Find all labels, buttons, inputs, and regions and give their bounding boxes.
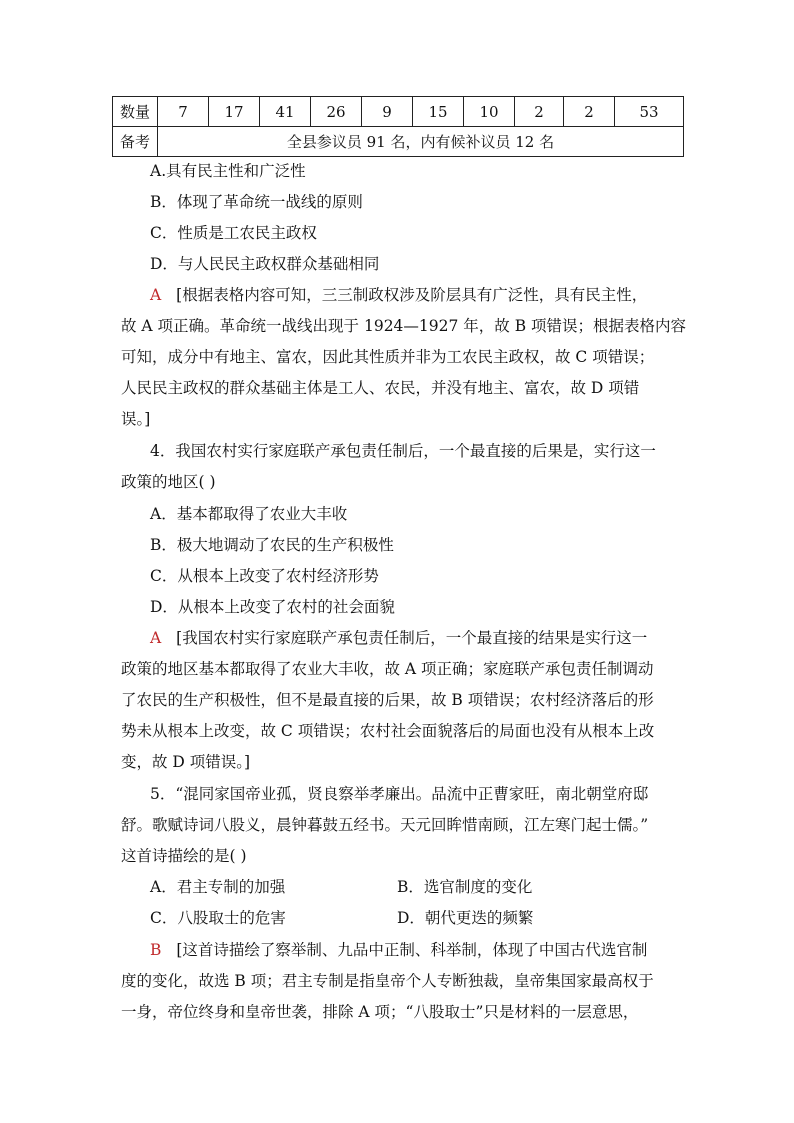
q3-explanation-line: 故 A 项正确。革命统一战线出现于 1924—1927 年，故 B 项错误；根据表格内容 [121,317,687,335]
table-cell: 2 [515,97,564,127]
table-cell: 15 [413,97,464,127]
table-cell: 10 [464,97,515,127]
q3-explanation-line: 可知，成分中有地主、富农，因此其性质并非为工农民主政权，故 C 项错误； [121,348,655,366]
q5-option-c: C．八股取士的危害 [150,909,286,927]
table-note: 全县参议员 91 名，内有候补议员 12 名 [158,127,684,157]
table-cell: 26 [311,97,362,127]
q4-explanation-line: 了农民的生产积极性，但不是最直接的后果，故 B 项错误；农村经济落后的形 [121,691,654,709]
q4-option-c: C．从根本上改变了农村经济形势 [150,567,379,585]
q4-explanation-line: 政策的地区基本都取得了农业大丰收，故 A 项正确；家庭联产承包责任制调动 [121,660,654,678]
q3-option-d: D．与人民民主政权群众基础相同 [150,255,380,273]
table-row-note [113,127,684,157]
table-cell: 7 [158,97,209,127]
delegate-table [112,96,684,157]
q5-answer-letter: B [150,941,162,959]
q4-answer-letter: A [150,629,162,647]
table-cell: 2 [564,97,615,127]
q5-stem-line: 这首诗描绘的是( ) [121,847,247,865]
table-cell: 9 [362,97,413,127]
row-label: 数量 [113,97,158,127]
q4-explanation-line: 变，故 D 项错误。] [121,753,251,771]
q5-option-a: A．君主专制的加强 [150,878,286,896]
q5-stem-line: 舒。歌赋诗词八股义，晨钟暮鼓五经书。天元回眸惜南顾，江左寒门起士儒。” [121,816,649,834]
q5-option-b: B．选官制度的变化 [397,878,533,896]
q3-explanation-line [150,285,647,305]
table-cell: 53 [615,97,684,127]
q4-explanation-line [150,628,647,648]
q3-option-c: C．性质是工农民主政权 [150,224,317,242]
q5-explanation-text: [这首诗描绘了察举制、九品中正制、科举制，体现了中国古代选官制 [176,941,648,959]
q4-option-b: B．极大地调动了农民的生产积极性 [150,536,394,554]
q3-explanation-line: 人民民主政权的群众基础主体是工人、农民，并没有地主、富农，故 D 项错 [121,379,640,397]
q4-stem-line: 政策的地区( ) [121,473,216,491]
q3-answer-letter: A [150,286,162,304]
q3-explanation-line: 误。] [121,410,151,428]
q4-explanation-line: 势未从根本上改变，故 C 项错误；农村社会面貌落后的局面也没有从根本上改 [121,722,655,740]
table-cell: 41 [260,97,311,127]
row-label: 备考 [113,127,158,157]
q5-option-d: D．朝代更迭的频繁 [397,909,534,927]
q5-explanation-line [150,940,647,960]
q4-explanation-text: [我国农村实行家庭联产承包责任制后，一个最直接的结果是实行这一 [176,629,648,647]
q3-option-b: B．体现了革命统一战线的原则 [150,193,363,211]
table-cell: 17 [209,97,260,127]
q3-option-a: A.具有民主性和广泛性 [150,162,306,180]
q4-option-a: A．基本都取得了农业大丰收 [150,505,348,523]
table-row-count [113,97,684,127]
q3-explanation-text: [根据表格内容可知，三三制政权涉及阶层具有广泛性，具有民主性， [176,286,648,304]
q5-explanation-line: 度的变化，故选 B 项；君主专制是指皇帝个人专断独裁，皇帝集国家最高权于 [121,972,654,990]
q5-explanation-line: 一身，帝位终身和皇帝世袭，排除 A 项；“八股取士”只是材料的一层意思， [121,1003,639,1021]
q4-option-d: D．从根本上改变了农村的社会面貌 [150,598,395,616]
q5-stem-line: 5．“混同家国帝业孤，贤良察举孝廉出。品流中正曹家旺，南北朝堂府邸 [150,785,649,803]
q4-stem-line: 4．我国农村实行家庭联产承包责任制后，一个最直接的后果是，实行这一 [150,442,656,460]
